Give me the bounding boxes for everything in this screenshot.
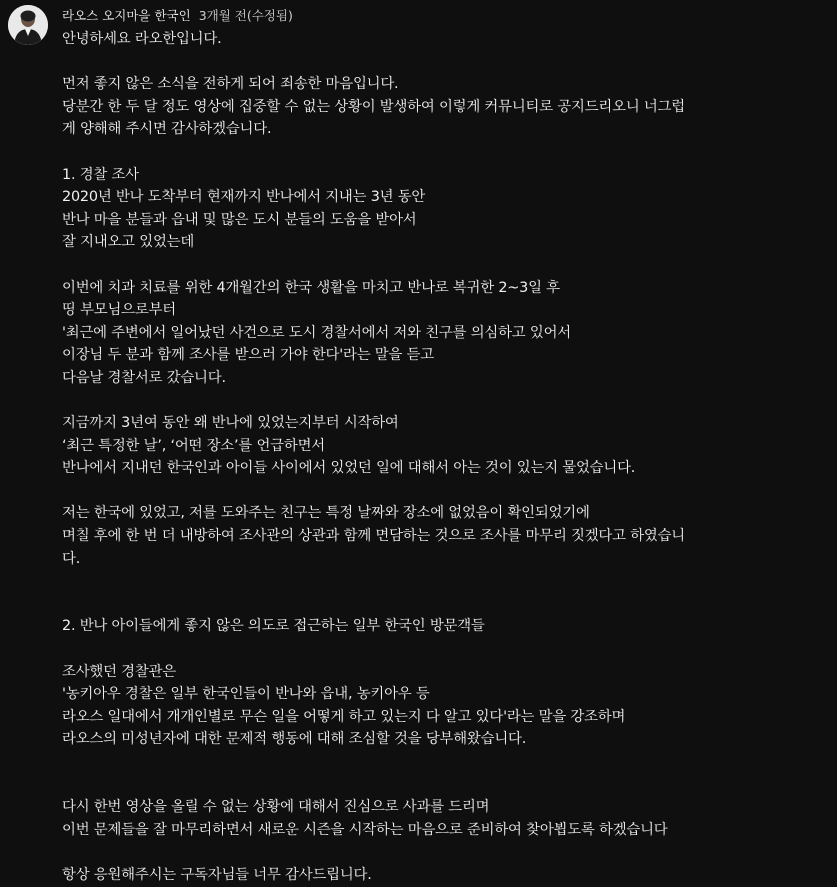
post-text-line: 반나 마을 분들과 읍내 및 많은 도시 분들의 도움을 받아서: [62, 211, 417, 228]
channel-avatar[interactable]: [8, 5, 48, 45]
post-text-line: 라오스 일대에서 개개인별로 무슨 일을 어떻게 하고 있는지 다 알고 있다'라는 말을 강조하며: [62, 708, 626, 725]
blank-line: [62, 570, 830, 593]
post-text-line: 이번 문제들을 잘 마무리하면서 새로운 시즌을 시작하는 마음으로 준비하여 찾아뵙도록 하겠습니다: [62, 821, 668, 838]
blank-line: [62, 638, 830, 661]
post-content: [62, 28, 830, 887]
post-text-line: 반나에서 지내던 한국인과 아이들 사이에서 있었던 일에 대해서 아는 것이 있는지 물었습니다.: [62, 460, 636, 477]
avatar-image: [8, 5, 48, 45]
post-text-line: 지금까지 3년여 동안 왜 반나에 있었는지부터 시작하여: [62, 415, 399, 432]
blank-line: [62, 254, 830, 277]
blank-line: [62, 141, 830, 164]
post-text-line: 2. 반나 아이들에게 좋지 않은 의도로 접근하는 일부 한국인 방문객들: [62, 618, 485, 635]
post-text-line: 항상 응원해주시는 구독자님들 너무 감사드립니다.: [62, 866, 372, 883]
post-text-line: 띵 부모님으로부터: [62, 302, 176, 319]
post-text-line: ‘최근 특정한 날’, ‘어떤 장소’를 언급하면서: [62, 437, 325, 454]
blank-line: [62, 751, 830, 774]
post-text-line: 다.: [62, 550, 81, 567]
blank-line: [62, 390, 830, 413]
post-text-line: 며칠 후에 한 번 더 내방하여 조사관의 상관과 함께 면담하는 것으로 조사를 마무리 짓겠다고 하였습니: [62, 528, 686, 545]
post-header: [62, 5, 293, 25]
post-text-line: 이번에 치과 치료를 위한 4개월간의 한국 생활을 마치고 반나로 복귀한 2~3일 후: [62, 279, 560, 296]
post-text-line: 다음날 경찰서로 갔습니다.: [62, 369, 226, 386]
post-text-line: 1. 경찰 조사: [62, 166, 139, 183]
post-text-line: 이장님 두 분과 함께 조사를 받으러 가야 한다'라는 말을 듣고: [62, 347, 434, 364]
blank-line: [62, 841, 830, 864]
blank-line: [62, 480, 830, 503]
post-text-line: 먼저 좋지 않은 소식을 전하게 되어 죄송한 마음입니다.: [62, 76, 399, 93]
post-timestamp-link[interactable]: 3개월 전(수정됨): [198, 8, 293, 23]
post-text-line: 라오스의 미성년자에 대한 문제적 행동에 대해 조심할 것을 당부해왔습니다.: [62, 731, 527, 748]
blank-line: [62, 593, 830, 616]
post-text-line: 저는 한국에 있었고, 저를 도와주는 친구는 특정 날짜와 장소에 없었음이 확인되었기에: [62, 505, 590, 522]
post-text-line: 잘 지내오고 있었는데: [62, 234, 195, 251]
post-text-line: 당분간 한 두 달 정도 영상에 집중할 수 없는 상황이 발생하여 이렇게 커뮤니티로 공지드리오니 너그럽: [62, 98, 686, 115]
post-text-line: '농키아우 경찰은 일부 한국인들이 반나와 읍내, 농키아우 등: [62, 686, 430, 703]
post-text-line: 2020년 반나 도착부터 현재까지 반나에서 지내는 3년 동안: [62, 189, 426, 206]
blank-line: [62, 51, 830, 74]
post-text-line: 다시 한번 영상을 올릴 수 없는 상황에 대해서 진심으로 사과를 드리며: [62, 799, 490, 816]
post-text-line: '최근에 주변에서 일어났던 사건으로 도시 경찰서에서 저와 친구를 의심하고 있어서: [62, 324, 571, 341]
post-text-line: 조사했던 경찰관은: [62, 663, 176, 680]
channel-name-link[interactable]: 라오스 오지마을 한국인: [62, 8, 191, 23]
post-text-line: 안녕하세요 라오한입니다.: [62, 31, 222, 47]
blank-line: [62, 774, 830, 797]
post-text-line: 게 양해해 주시면 감사하겠습니다.: [62, 121, 272, 138]
